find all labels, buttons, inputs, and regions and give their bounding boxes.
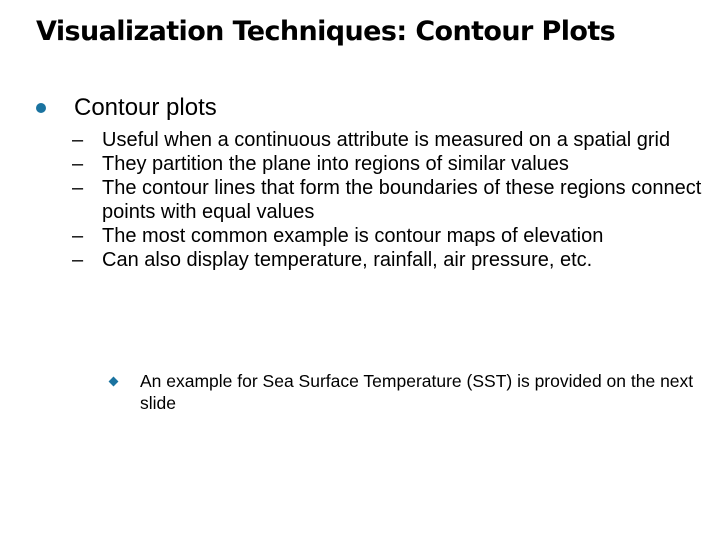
round-bullet-icon <box>36 103 46 113</box>
sub-sub-bullet-list <box>110 370 710 414</box>
sub-bullet <box>72 128 702 152</box>
sub-bullet <box>72 152 702 176</box>
sub-bullet <box>72 224 702 248</box>
sub-bullet-text: The most common example is contour maps of elevation <box>102 225 604 247</box>
slide-title: Visualization Techniques: Contour Plots <box>36 16 616 47</box>
dash-bullet-icon: – <box>72 129 84 151</box>
dash-bullet-icon: – <box>72 249 84 271</box>
sub-bullet-list <box>72 128 702 272</box>
diamond-bullet-icon <box>109 377 119 387</box>
sub-bullet <box>72 248 702 272</box>
main-bullet-block <box>36 92 676 124</box>
sub-bullet-text: Can also display temperature, rainfall, air pressure, etc. <box>102 249 593 271</box>
dash-bullet-icon: – <box>72 153 84 175</box>
main-bullet <box>36 92 676 124</box>
sub-sub-bullet-text: An example for Sea Surface Temperature (SST) is provided on the next slide <box>140 371 694 413</box>
sub-sub-bullet <box>110 370 710 414</box>
sub-bullet-text: They partition the plane into regions of similar values <box>102 153 569 175</box>
main-bullet-text: Contour plots <box>74 94 217 121</box>
dash-bullet-icon: – <box>72 225 84 247</box>
sub-bullet-text: Useful when a continuous attribute is measured on a spatial grid <box>102 129 671 151</box>
dash-bullet-icon: – <box>72 177 84 199</box>
sub-bullet <box>72 176 702 224</box>
sub-bullet-text: The contour lines that form the boundaries of these regions connect points with equal values <box>102 177 702 223</box>
